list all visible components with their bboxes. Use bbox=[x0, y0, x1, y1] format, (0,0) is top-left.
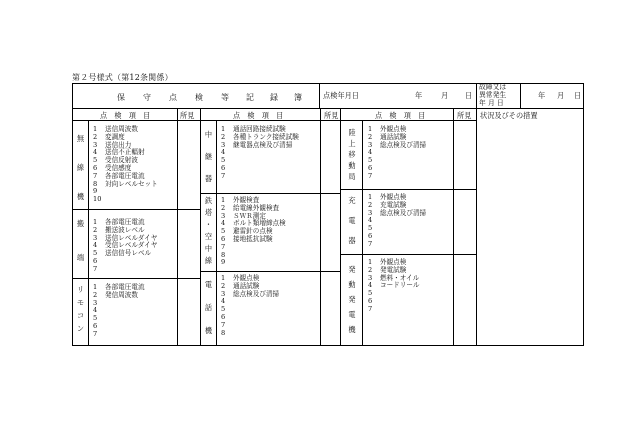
col1-item-header: 点 検 項 目 bbox=[100, 111, 151, 120]
col3-remarks-header: 所見 bbox=[457, 111, 472, 120]
section-label-repeater bbox=[202, 131, 215, 182]
status-header-divider bbox=[476, 108, 584, 109]
title-char: 守 bbox=[143, 93, 151, 102]
list-item: 7 bbox=[368, 239, 373, 248]
list-item: 4 bbox=[221, 297, 226, 306]
section-label-char: 鉄 bbox=[204, 196, 213, 205]
items-charger bbox=[368, 194, 426, 249]
list-item: 5 bbox=[221, 156, 226, 165]
title-char: 記 bbox=[246, 93, 254, 102]
section-label-char: 機 bbox=[204, 326, 213, 335]
list-item: 2 搬送波レベル bbox=[93, 225, 145, 234]
items-telephone bbox=[221, 275, 279, 337]
list-item: 1 通話回路接続試験 bbox=[221, 125, 286, 133]
section-label-char: 発 bbox=[348, 265, 356, 274]
section-label-land-mobile bbox=[344, 129, 360, 180]
section-label-char: 動 bbox=[348, 280, 356, 289]
list-item: 4 送信不正輻射 bbox=[93, 148, 145, 157]
inspection-day-label: 日 bbox=[465, 91, 473, 100]
section-label-radio bbox=[74, 135, 87, 200]
list-item: 4 bbox=[368, 148, 373, 157]
col1-divider-2 bbox=[72, 278, 200, 279]
list-item: 8 bbox=[221, 328, 226, 337]
list-item: 7 bbox=[368, 304, 373, 313]
inspection-month-label: 月 bbox=[441, 91, 449, 100]
list-item: 5 bbox=[93, 314, 98, 323]
failure-label-line-3: 年 月 日 bbox=[479, 99, 504, 107]
section-label-char bbox=[74, 237, 87, 254]
list-item: 2 各種トランク接続試験 bbox=[221, 132, 299, 141]
col3-remarks-divider bbox=[453, 109, 454, 346]
section-label-char: 発 bbox=[348, 295, 356, 304]
list-item: 5 bbox=[368, 224, 373, 233]
header-divider bbox=[72, 108, 476, 109]
section-label-char: 搬 bbox=[76, 219, 85, 228]
failure-cell-left-border bbox=[476, 83, 477, 346]
list-item: 2 発信周波数 bbox=[93, 290, 138, 299]
list-item: 7 bbox=[221, 320, 226, 329]
record-table-frame bbox=[72, 83, 584, 346]
items-radio bbox=[93, 126, 158, 204]
list-item: 4 ボルト類増締点検 bbox=[221, 219, 286, 228]
section-label-char: ・ bbox=[204, 220, 213, 229]
failure-label-line-2: 異常発生 bbox=[479, 91, 507, 99]
col2-remarks-header: 所見 bbox=[324, 111, 339, 120]
list-item: 6 bbox=[368, 231, 373, 240]
list-item: 3 送信レベルダイヤ bbox=[93, 233, 158, 242]
col2-label-divider bbox=[216, 120, 217, 346]
section-label-char: 動 bbox=[348, 161, 356, 170]
list-item: 5 送信信号レベル bbox=[93, 249, 152, 258]
list-item: 5 避雷針の点検 bbox=[221, 227, 273, 236]
list-item: 3 送信出力 bbox=[93, 140, 132, 149]
section-label-char: 充 bbox=[348, 196, 356, 205]
list-item: 3 燃料・オイル bbox=[368, 273, 420, 282]
col3-left-border bbox=[340, 109, 341, 346]
list-item: 2 発電試験 bbox=[368, 265, 407, 274]
list-item: 6 bbox=[93, 256, 98, 265]
list-item: 6 bbox=[93, 321, 98, 330]
col3-item-header: 点 検 項 目 bbox=[375, 111, 426, 120]
list-item: 3 総点検及び清掃 bbox=[368, 140, 427, 149]
list-item: 4 受信レベルダイヤ bbox=[93, 241, 158, 250]
list-item: 5 bbox=[368, 156, 373, 165]
section-label-carrier bbox=[74, 220, 87, 261]
list-item: 5 受信反射波 bbox=[93, 156, 138, 165]
list-item: 4 コードリール bbox=[368, 281, 420, 290]
col1-label-divider bbox=[88, 120, 89, 346]
list-item: 1 外観検査 bbox=[221, 196, 260, 204]
items-tower-antenna bbox=[221, 197, 286, 267]
form-number: 第２号様式（第12条関係） bbox=[72, 73, 173, 82]
title-char: 検 bbox=[195, 93, 203, 102]
col3-label-divider bbox=[362, 120, 363, 346]
title-char: 録 bbox=[270, 93, 278, 102]
col1-remarks-header: 所見 bbox=[180, 111, 195, 120]
list-item: 1 外観点検 bbox=[368, 125, 407, 133]
list-item: 10 bbox=[93, 195, 102, 204]
list-item: 7 bbox=[221, 171, 226, 180]
list-item: 2 変調度 bbox=[93, 132, 125, 141]
column-header-divider bbox=[72, 120, 476, 121]
section-label-remote bbox=[74, 286, 87, 332]
col3-divider-1 bbox=[340, 189, 476, 190]
failure-month-label: 月 bbox=[557, 91, 565, 100]
list-item: 3 bbox=[93, 298, 98, 307]
failure-label-line-1: 故障又は bbox=[479, 83, 507, 91]
inspection-date-label: 点検年月日 bbox=[323, 91, 359, 100]
failure-year-label: 年 bbox=[538, 91, 546, 100]
section-label-char: 話 bbox=[204, 303, 213, 312]
section-label-char: 線 bbox=[76, 163, 85, 172]
title-char: 点 bbox=[169, 93, 177, 102]
section-label-char: 継 bbox=[204, 152, 213, 161]
section-label-char: 塔 bbox=[204, 208, 213, 217]
section-label-tower-antenna bbox=[202, 197, 215, 264]
list-item: 9 bbox=[93, 187, 98, 196]
list-item: 4 bbox=[93, 306, 98, 315]
list-item: 1 送信周波数 bbox=[93, 125, 138, 133]
section-label-char: 局 bbox=[348, 172, 356, 181]
section-label-char: 空 bbox=[204, 232, 213, 241]
section-label-char: 機 bbox=[348, 325, 356, 334]
list-item: 3 総点検及び清掃 bbox=[221, 289, 280, 298]
list-item: 1 外観点検 bbox=[368, 258, 407, 266]
list-item: 7 bbox=[93, 264, 98, 273]
section-label-char: コ bbox=[76, 311, 85, 320]
list-item: 6 受信感度 bbox=[93, 163, 132, 172]
col1-divider-1 bbox=[72, 209, 200, 210]
section-label-generator bbox=[344, 266, 360, 333]
items-carrier bbox=[93, 219, 157, 274]
list-item: 6 bbox=[221, 163, 226, 172]
section-label-char: 中 bbox=[204, 244, 213, 253]
col3-divider-2 bbox=[340, 254, 476, 255]
list-item: 5 bbox=[221, 305, 226, 314]
col2-remarks-divider bbox=[320, 109, 321, 346]
list-item: 7 各部電圧電流 bbox=[93, 171, 145, 180]
items-generator bbox=[368, 259, 419, 314]
list-item: 1 外観点検 bbox=[368, 193, 407, 201]
list-item: 1 外観点検 bbox=[221, 274, 260, 282]
list-item: 6 接地抵抗試験 bbox=[221, 234, 273, 243]
failure-label-divider bbox=[520, 83, 521, 109]
section-label-char: 移 bbox=[348, 150, 356, 159]
list-item: 9 bbox=[221, 258, 226, 267]
list-item: 6 bbox=[368, 296, 373, 305]
section-label-char: モ bbox=[76, 298, 85, 307]
list-item: 8 bbox=[221, 250, 226, 259]
col2-item-header: 点 検 項 目 bbox=[233, 111, 284, 120]
col1-remarks-divider bbox=[177, 109, 178, 346]
section-label-char: 電 bbox=[204, 280, 213, 289]
section-label-char: 電 bbox=[348, 216, 356, 225]
items-repeater bbox=[221, 126, 299, 181]
title-char: 保 bbox=[117, 93, 125, 102]
list-item: 7 bbox=[368, 171, 373, 180]
items-remote bbox=[93, 284, 145, 339]
list-item: 2 充電試験 bbox=[368, 200, 407, 209]
list-item: 4 bbox=[368, 216, 373, 225]
failure-day-label: 日 bbox=[574, 91, 582, 100]
section-label-charger bbox=[344, 197, 360, 244]
section-label-char: 中 bbox=[204, 130, 213, 139]
list-item: 5 bbox=[368, 289, 373, 298]
section-label-char: 機 bbox=[76, 192, 85, 201]
title-char: 簿 bbox=[294, 93, 302, 102]
section-label-char: 電 bbox=[348, 310, 356, 319]
items-land-mobile bbox=[368, 126, 426, 181]
col2-divider-1 bbox=[200, 193, 340, 194]
list-item: 1 各部電圧電流 bbox=[93, 283, 145, 291]
list-item: 6 bbox=[368, 163, 373, 172]
col2-divider-2 bbox=[200, 271, 340, 272]
list-item: 7 bbox=[221, 242, 226, 251]
list-item: 7 bbox=[93, 329, 98, 338]
list-item: 4 bbox=[221, 148, 226, 157]
col2-left-border bbox=[200, 109, 201, 346]
list-item: 6 bbox=[221, 312, 226, 321]
list-item: 3 総点検及び清掃 bbox=[368, 208, 427, 217]
section-label-char: 線 bbox=[204, 256, 213, 265]
title-char: 等 bbox=[221, 93, 229, 102]
list-item: 3 ＳＷＲ測定 bbox=[221, 211, 266, 220]
section-label-char: 無 bbox=[76, 134, 85, 143]
section-label-char: ン bbox=[76, 324, 85, 333]
section-label-char: 器 bbox=[348, 236, 356, 245]
status-header: 状況及びその措置 bbox=[480, 111, 538, 120]
section-label-char: 端 bbox=[76, 253, 85, 262]
list-item: 1 各部電圧電流 bbox=[93, 218, 145, 226]
section-label-char: 上 bbox=[348, 139, 356, 148]
section-label-telephone bbox=[202, 281, 215, 334]
section-label-char: 器 bbox=[204, 174, 213, 183]
list-item: 3 継電器点検及び清掃 bbox=[221, 140, 293, 149]
list-item: 2 給電線外観検査 bbox=[221, 203, 280, 212]
list-item: 8 対向レベルセット bbox=[93, 179, 158, 188]
section-label-char: リ bbox=[76, 285, 85, 294]
inspection-year-label: 年 bbox=[415, 91, 423, 100]
list-item: 2 通話試験 bbox=[221, 281, 260, 290]
date-cell-left-border bbox=[319, 83, 320, 109]
list-item: 2 通話試験 bbox=[368, 132, 407, 141]
section-label-char: 陸 bbox=[348, 128, 356, 137]
